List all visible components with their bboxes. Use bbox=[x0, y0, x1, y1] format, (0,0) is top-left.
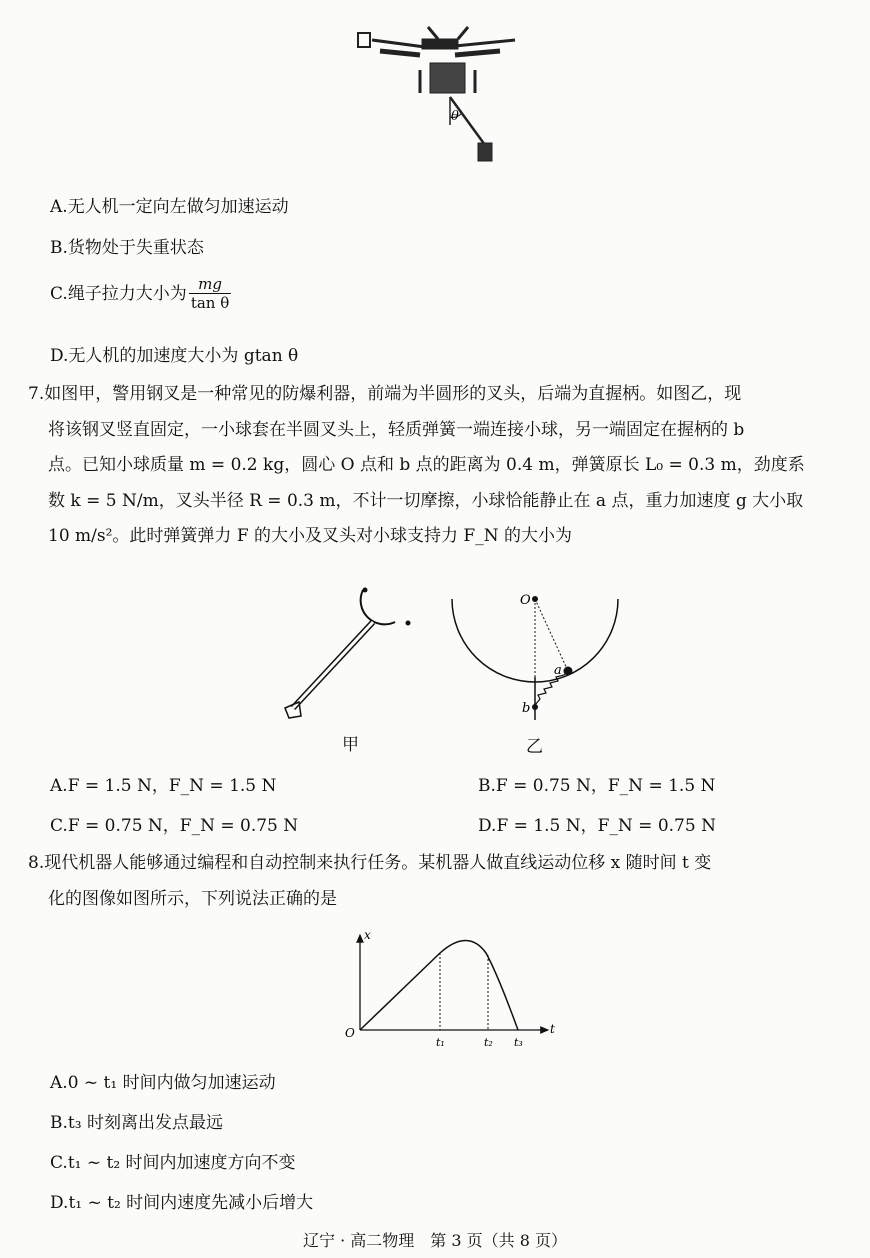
option-letter: D. bbox=[50, 1193, 69, 1213]
x-axis-label: t bbox=[550, 1022, 555, 1036]
xt-graph bbox=[340, 925, 560, 1055]
stem-line: 7.如图甲，警用钢叉是一种常见的防爆利器，前端为半圆形的叉头，后端为直握柄。如图乙，现 bbox=[28, 384, 742, 404]
fork-spring-figure bbox=[440, 585, 630, 725]
stem-line: 将该钢叉竖直固定，一小球套在半圆叉头上，轻质弹簧一端连接小球，另一端固定在握柄的 b bbox=[48, 419, 745, 440]
q8-option-a bbox=[50, 1068, 276, 1093]
fraction bbox=[189, 276, 231, 313]
q8-option-d bbox=[50, 1188, 313, 1213]
t1-label: t₁ bbox=[436, 1036, 445, 1049]
t3-label: t₃ bbox=[514, 1036, 523, 1049]
option-letter: D. bbox=[478, 816, 497, 836]
option-text: t₁ ~ t₂ 时间内速度先减小后增大 bbox=[68, 1193, 314, 1213]
q8-stem bbox=[28, 846, 850, 917]
origin-label: O bbox=[345, 1026, 355, 1040]
q7-option-c bbox=[50, 811, 298, 836]
y-axis-label: x bbox=[364, 928, 371, 942]
question-number: 7. bbox=[28, 384, 45, 404]
option-text: t₁ ~ t₂ 时间内加速度方向不变 bbox=[67, 1153, 296, 1173]
option-text: 无人机的加速度大小为 gtan θ bbox=[68, 346, 299, 366]
stem-line: 数 k = 5 N/m，叉头半径 R = 0.3 m，不计一切摩擦，小球恰能静止在 a 点，重力加速度 g 大小取 bbox=[48, 490, 804, 511]
question-number: 8. bbox=[28, 853, 45, 873]
figure-label-jia: 甲 bbox=[342, 735, 359, 755]
fraction-denominator: tan θ bbox=[190, 294, 230, 312]
option-letter: B. bbox=[50, 238, 68, 258]
option-letter: A. bbox=[50, 776, 68, 796]
option-letter: C. bbox=[50, 816, 68, 836]
stem-line: 10 m/s²。此时弹簧弹力 F 的大小及叉头对小球支持力 F_N 的大小为 bbox=[48, 526, 573, 546]
q6-option-a bbox=[50, 192, 289, 217]
q7-option-d bbox=[478, 811, 716, 836]
option-text: F = 1.5 N，F_N = 0.75 N bbox=[496, 816, 716, 836]
option-text: 无人机一定向左做匀加速运动 bbox=[67, 197, 289, 217]
label-O: O bbox=[520, 593, 531, 608]
option-letter: D. bbox=[50, 346, 69, 366]
drone-figure bbox=[350, 25, 530, 170]
option-text: 货物处于失重状态 bbox=[67, 238, 204, 258]
label-b: b bbox=[522, 701, 531, 716]
q7-option-a bbox=[50, 771, 276, 796]
option-letter: C. bbox=[50, 284, 68, 304]
option-letter: B. bbox=[478, 776, 496, 796]
stem-line: 化的图像如图所示，下列说法正确的是 bbox=[48, 888, 337, 909]
stem-line: 8.现代机器人能够通过编程和自动控制来执行任务。某机器人做直线运动位移 x 随时间 t 变 bbox=[28, 853, 712, 873]
option-letter: A. bbox=[50, 197, 68, 217]
fraction-numerator: mg bbox=[189, 276, 231, 294]
option-letter: C. bbox=[50, 1153, 68, 1173]
option-letter: A. bbox=[50, 1073, 68, 1093]
page-footer: 辽宁 · 高二物理 第 3 页（共 8 页） bbox=[303, 1231, 567, 1250]
option-text: F = 1.5 N，F_N = 1.5 N bbox=[67, 776, 277, 796]
figure-label-yi: 乙 bbox=[526, 737, 543, 757]
option-text: 绳子拉力大小为 bbox=[67, 284, 187, 304]
t2-label: t₂ bbox=[484, 1036, 493, 1049]
option-text: 0 ~ t₁ 时间内做匀加速运动 bbox=[67, 1073, 276, 1093]
q7-stem bbox=[28, 377, 850, 555]
q8-option-b bbox=[50, 1108, 223, 1133]
label-a: a bbox=[554, 663, 562, 678]
q8-option-c bbox=[50, 1148, 296, 1173]
option-text: F = 0.75 N，F_N = 0.75 N bbox=[67, 816, 299, 836]
q6-option-d bbox=[50, 341, 298, 366]
q6-option-b bbox=[50, 233, 204, 258]
option-text: t₃ 时刻离出发点最远 bbox=[67, 1113, 223, 1133]
steel-fork-figure bbox=[275, 580, 435, 730]
stem-line: 点。已知小球质量 m = 0.2 kg，圆心 O 点和 b 点的距离为 0.4 m，弹簧原长 L₀ = 0.3 m，劲度系 bbox=[48, 455, 805, 475]
q6-option-c bbox=[50, 276, 231, 313]
q7-option-b bbox=[478, 771, 715, 796]
option-text: F = 0.75 N，F_N = 1.5 N bbox=[495, 776, 716, 796]
option-letter: B. bbox=[50, 1113, 68, 1133]
theta-label: θ bbox=[451, 109, 459, 124]
xt-curve bbox=[360, 941, 518, 1031]
